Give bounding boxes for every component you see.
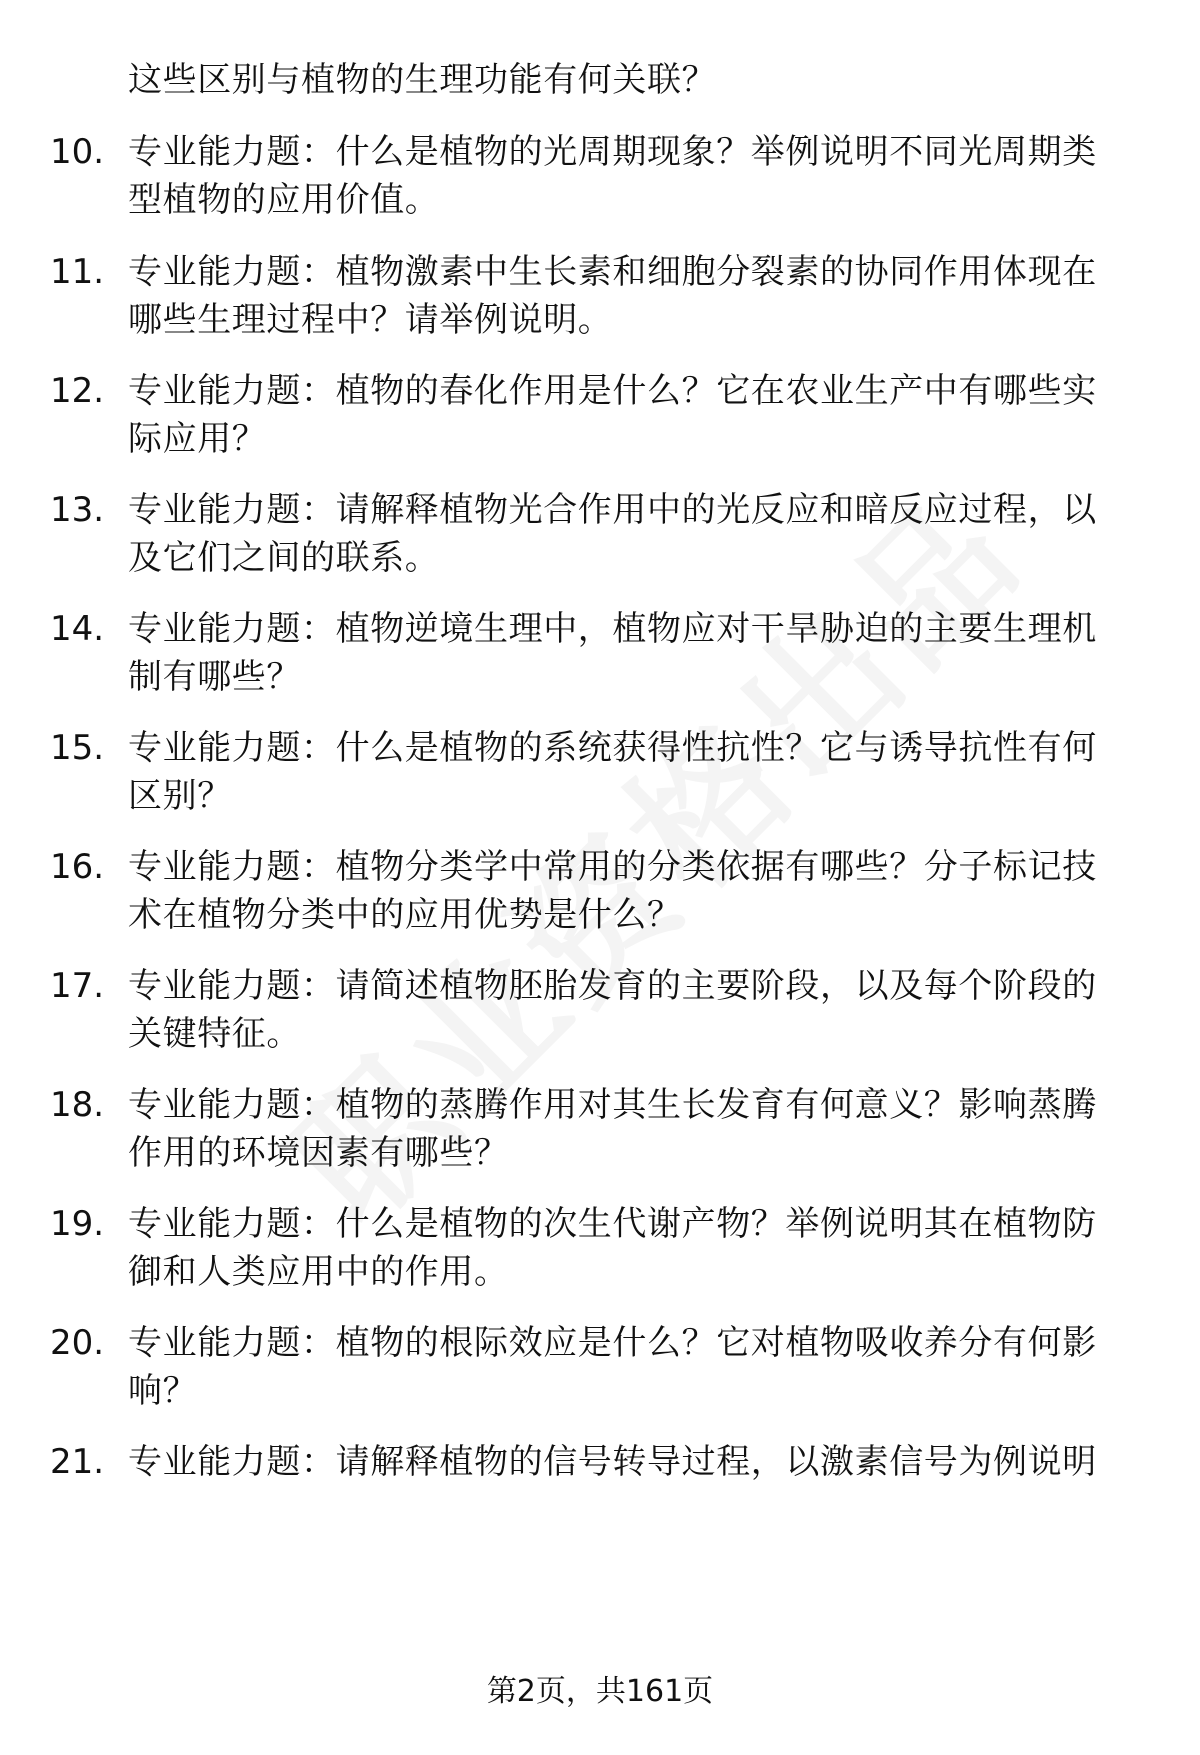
question-line: 术在植物分类中的应用优势是什么？ [128,895,682,935]
question-text [128,724,1138,820]
question-line: 专业能力题：请解释植物的信号转导过程，以激素信号为例说明 [128,1442,1097,1482]
question-line: 专业能力题：什么是植物的光周期现象？举例说明不同光周期类 [128,132,1097,172]
question-text [128,128,1138,224]
question-text [128,1081,1138,1177]
question-number: 15. [50,728,105,768]
question-line: 专业能力题：植物的春化作用是什么？它在农业生产中有哪些实 [128,371,1097,411]
question-line: 御和人类应用中的作用。 [128,1252,509,1292]
question-number: 17. [50,966,105,1006]
question-text [128,843,1138,939]
question-line: 专业能力题：植物逆境生理中，植物应对干旱胁迫的主要生理机 [128,609,1097,649]
question-item [0,843,1200,953]
question-number: 19. [50,1204,105,1244]
question-line: 制有哪些？ [128,657,301,697]
question-number: 11. [50,252,105,292]
question-number: 16. [50,847,105,887]
question-text [128,962,1138,1058]
question-item [0,962,1200,1072]
question-text [128,367,1138,463]
question-text [128,605,1138,701]
question-text [128,1438,1138,1486]
question-item [0,1319,1200,1429]
question-line: 哪些生理过程中？请举例说明。 [128,300,613,340]
question-line: 专业能力题：请解释植物光合作用中的光反应和暗反应过程，以 [128,490,1097,530]
question-line: 专业能力题：什么是植物的系统获得性抗性？它与诱导抗性有何 [128,728,1097,768]
question-line: 区别？ [128,776,232,816]
question-item [0,248,1200,358]
question-number: 21. [50,1442,105,1482]
question-item [0,1200,1200,1310]
question-line: 及它们之间的联系。 [128,538,440,578]
question-line: 专业能力题：植物分类学中常用的分类依据有哪些？分子标记技 [128,847,1097,887]
question-number: 13. [50,490,105,530]
question-text [128,248,1138,344]
question-text [128,1319,1138,1415]
question-item [0,128,1200,238]
question-number: 14. [50,609,105,649]
continuation-line: 这些区别与植物的生理功能有何关联？ [128,60,717,100]
question-line: 际应用？ [128,419,267,459]
question-line: 关键特征。 [128,1014,301,1054]
question-item [0,1438,1200,1548]
question-number: 10. [50,132,105,172]
question-number: 12. [50,371,105,411]
question-line: 专业能力题：植物的根际效应是什么？它对植物吸收养分有何影 [128,1323,1097,1363]
question-item [0,1081,1200,1191]
question-item [0,724,1200,834]
question-item [0,367,1200,477]
question-line: 响？ [128,1371,198,1411]
question-line: 作用的环境因素有哪些？ [128,1133,509,1173]
page-footer: 第2页，共161页 [486,1674,714,1709]
question-line: 型植物的应用价值。 [128,180,440,220]
question-line: 专业能力题：植物的蒸腾作用对其生长发育有何意义？影响蒸腾 [128,1085,1097,1125]
question-item [0,605,1200,715]
question-line: 专业能力题：请简述植物胚胎发育的主要阶段，以及每个阶段的 [128,966,1097,1006]
question-number: 18. [50,1085,105,1125]
question-item [0,486,1200,596]
question-line: 专业能力题：植物激素中生长素和细胞分裂素的协同作用体现在 [128,252,1097,292]
question-text [128,1200,1138,1296]
question-text [128,486,1138,582]
question-line: 专业能力题：什么是植物的次生代谢产物？举例说明其在植物防 [128,1204,1097,1244]
question-number: 20. [50,1323,105,1363]
